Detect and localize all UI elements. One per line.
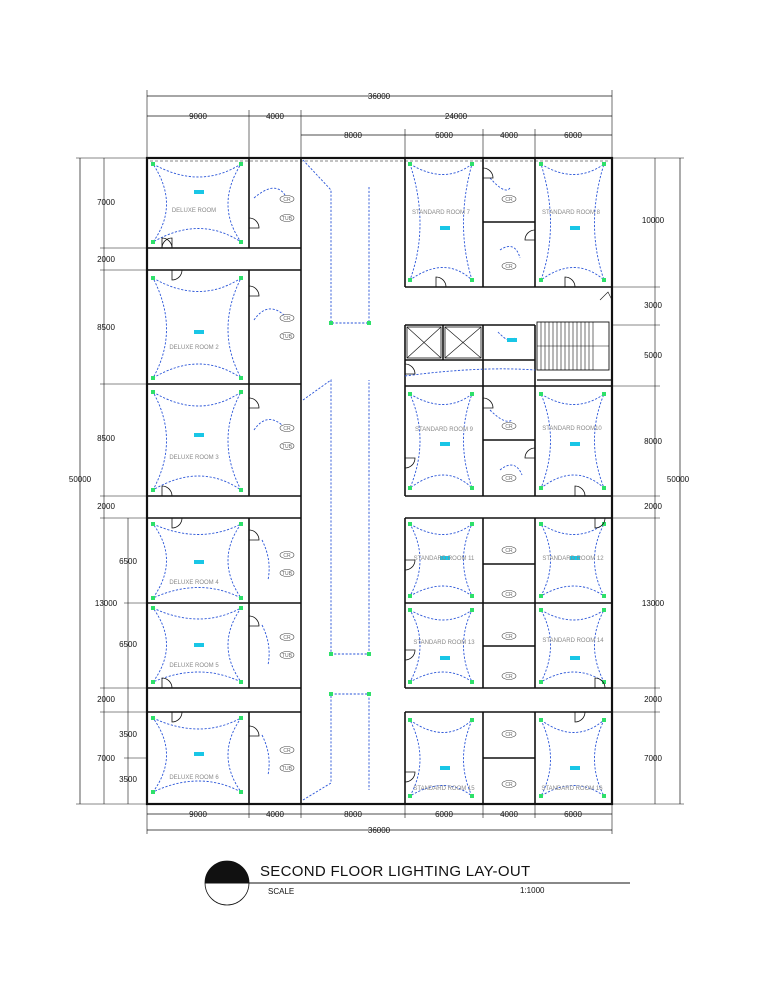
cr-label: CR	[283, 426, 291, 432]
room-label-standard-9: STANDARD ROOM 9	[415, 427, 473, 433]
dim-right-row-8: 7000	[644, 754, 662, 763]
room-label-standard-16: STANDARD ROOM 16	[541, 786, 603, 792]
dim-top-seg-1: 9000	[189, 112, 207, 121]
cr-label: CR	[505, 264, 513, 270]
dim-left-row-5: 2000	[97, 502, 115, 511]
drawing-title: SECOND FLOOR LIGHTING LAY-OUT	[260, 863, 531, 880]
room-label-standard-13: STANDARD ROOM 13	[413, 640, 475, 646]
cr-label: CR	[283, 316, 291, 322]
room-label-standard-8: STANDARD ROOM 8	[542, 210, 600, 216]
room-label-deluxe-1: DELUXE ROOM	[171, 208, 217, 214]
bathroom-fixture-labels	[282, 197, 513, 788]
room-label-deluxe-2: DELUXE ROOM 2	[169, 345, 219, 351]
room-label-deluxe-5: DELUXE ROOM 5	[169, 663, 219, 669]
room-label-standard-7: STANDARD ROOM 7	[412, 210, 470, 216]
cr-label: CR	[505, 476, 513, 482]
dim-top-right-seg-3: 4000	[500, 131, 518, 140]
staircase	[537, 292, 612, 380]
room-label-deluxe-6: DELUXE ROOM 6	[169, 775, 219, 781]
doors	[162, 168, 605, 782]
tub-label: TUB	[282, 571, 292, 577]
cr-label: CR	[505, 197, 513, 203]
light-switches	[194, 190, 580, 770]
dim-right-row-6: 13000	[641, 599, 665, 608]
tub-label: TUB	[282, 444, 292, 450]
dim-left-row-1: 7000	[97, 198, 115, 207]
dim-left-row-2: 2000	[97, 255, 115, 264]
dim-left-row-4: 8500	[97, 434, 115, 443]
dim-bottom-seg-2: 4000	[266, 810, 284, 819]
dim-top-seg-2: 4000	[266, 112, 284, 121]
dim-right-row-2: 3000	[644, 301, 662, 310]
room-names	[169, 208, 604, 792]
scale-value: 1:1000	[520, 886, 545, 895]
dim-top-right-seg-2: 6000	[435, 131, 453, 140]
room-label-standard-12: STANDARD ROOM 12	[542, 556, 604, 562]
corridor-lighting	[303, 160, 535, 800]
cr-label: CR	[283, 553, 291, 559]
cr-label: CR	[505, 782, 513, 788]
cr-label: CR	[505, 592, 513, 598]
dim-top-right-seg-4: 6000	[564, 131, 582, 140]
top-dimensions	[147, 90, 612, 158]
light-fixtures	[151, 162, 606, 798]
room-wiring	[153, 164, 604, 796]
dim-left-row-7: 2000	[97, 695, 115, 704]
dim-top-seg-3: 24000	[444, 112, 468, 121]
room-label-standard-10: STANDARD ROOM10	[542, 426, 602, 432]
dim-bottom-seg-3: 8000	[344, 810, 362, 819]
dim-bottom-seg-4: 6000	[435, 810, 453, 819]
cr-label: CR	[283, 748, 291, 754]
tub-label: TUB	[282, 216, 292, 222]
dim-bottom-seg-5: 4000	[500, 810, 518, 819]
title-block	[205, 861, 630, 905]
outer-wall	[147, 158, 612, 804]
bathroom-fixtures	[280, 196, 516, 788]
dim-overall-width-bottom: 36000	[367, 826, 391, 835]
right-dimensions	[612, 158, 690, 804]
dim-right-row-4: 8000	[644, 437, 662, 446]
room-label-standard-14: STANDARD ROOM 14	[542, 638, 604, 644]
cr-label: CR	[505, 548, 513, 554]
cr-label: CR	[505, 732, 513, 738]
dim-bottom-seg-1: 9000	[189, 810, 207, 819]
dim-right-row-3: 5000	[644, 351, 662, 360]
left-block-walls	[147, 158, 301, 804]
dim-left-row-8: 7000	[97, 754, 115, 763]
dim-right-row-7: 2000	[644, 695, 662, 704]
left-dimensions	[69, 158, 147, 804]
tub-label: TUB	[282, 653, 292, 659]
dim-left-row-6: 13000	[94, 599, 118, 608]
dim-overall-height-right: 50000	[666, 475, 690, 484]
dim-left-sub-1: 6500	[119, 557, 137, 566]
title-circle-fill	[205, 861, 249, 883]
dim-bottom-seg-6: 6000	[564, 810, 582, 819]
room-label-standard-15: STANDARD ROOM 15	[413, 786, 475, 792]
dim-right-row-5: 2000	[644, 502, 662, 511]
cr-label: CR	[505, 634, 513, 640]
cr-label: CR	[283, 635, 291, 641]
dim-left-sub-4: 3500	[119, 775, 137, 784]
dim-overall-width-top: 36000	[367, 92, 391, 101]
dim-left-sub-2: 6500	[119, 640, 137, 649]
tub-label: TUB	[282, 334, 292, 340]
bottom-dimensions	[147, 805, 612, 835]
dim-top-right-seg-1: 8000	[344, 131, 362, 140]
dim-overall-height-left: 50000	[68, 475, 92, 484]
dim-left-sub-3: 3500	[119, 730, 137, 739]
cr-label: CR	[505, 674, 513, 680]
elevator-shafts	[407, 327, 481, 358]
room-label-standard-11: STANDARD ROOM 11	[413, 556, 475, 562]
room-label-deluxe-4: DELUXE ROOM 4	[169, 580, 219, 586]
dim-right-row-1: 10000	[641, 216, 665, 225]
cr-label: CR	[283, 197, 291, 203]
scale-label: SCALE	[268, 887, 295, 896]
cr-label: CR	[505, 424, 513, 430]
dim-left-row-3: 8500	[97, 323, 115, 332]
room-label-deluxe-3: DELUXE ROOM 3	[169, 455, 219, 461]
tub-label: TUB	[282, 766, 292, 772]
